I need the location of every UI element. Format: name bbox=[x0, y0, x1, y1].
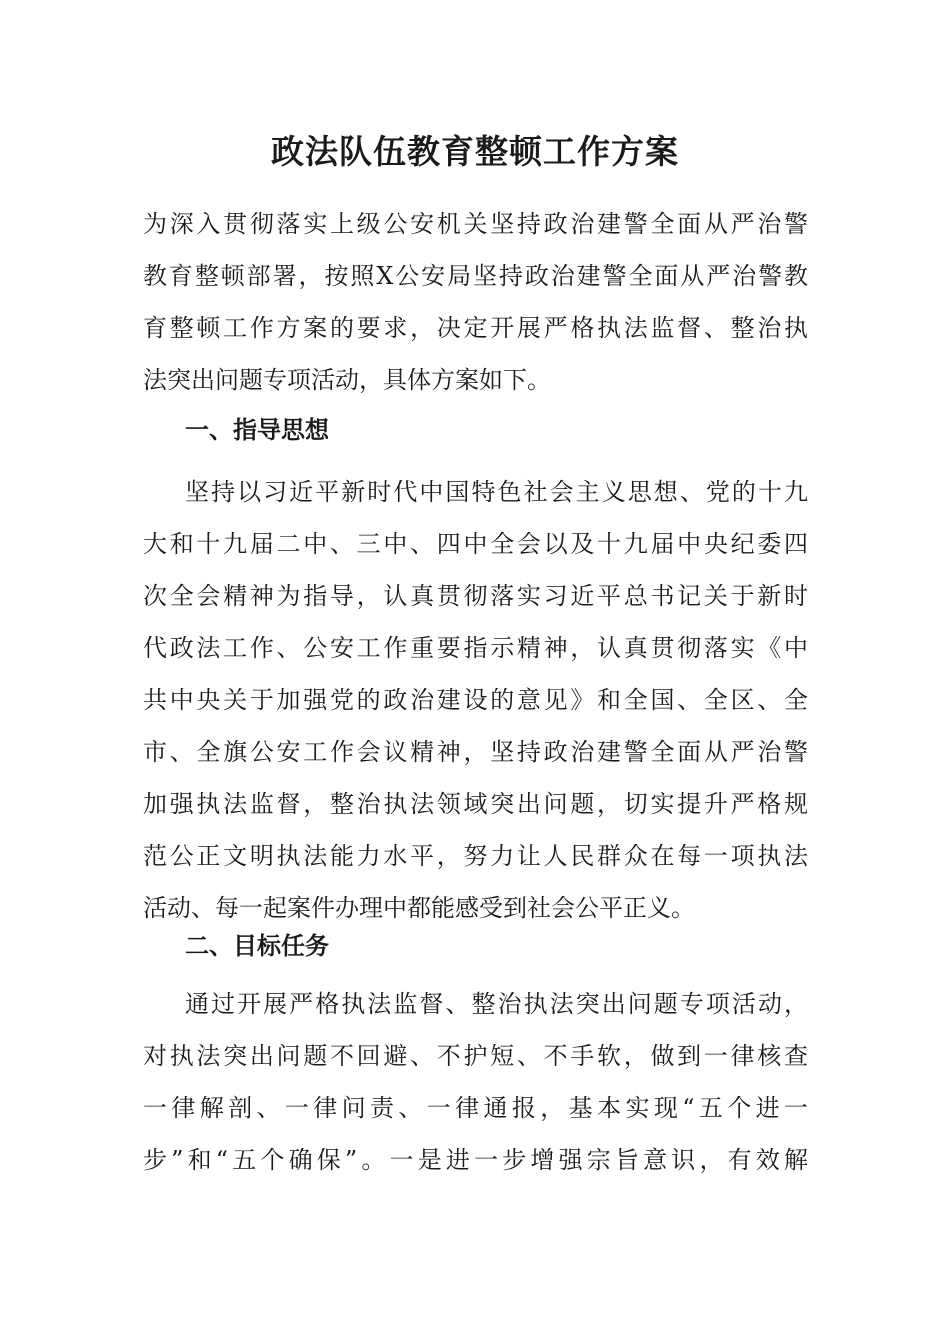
section-heading-guiding-ideology: 一、指导思想 bbox=[185, 415, 329, 444]
section2-line: 步”和“五个确保”。一是进一步增强宗旨意识，有效解 bbox=[143, 1146, 808, 1174]
section2-line: 通过开展严格执法监督、整治执法突出问题专项活动， bbox=[185, 990, 808, 1018]
section1-line: 共中央关于加强党的政治建设的意见》和全国、全区、全 bbox=[143, 686, 808, 714]
section2-paragraph bbox=[143, 978, 808, 1186]
intro-paragraph bbox=[143, 198, 808, 406]
section1-line: 坚持以习近平新时代中国特色社会主义思想、党的十九 bbox=[185, 478, 808, 506]
section1-paragraph bbox=[143, 466, 808, 934]
section1-line: 市、全旗公安工作会议精神，坚持政治建警全面从严治警 bbox=[143, 738, 808, 766]
intro-line: 育整顿工作方案的要求，决定开展严格执法监督、整治执 bbox=[143, 314, 808, 342]
section1-line: 代政法工作、公安工作重要指示精神，认真贯彻落实《中 bbox=[143, 634, 808, 662]
section1-line: 活动、每一起案件办理中都能感受到社会公平正义。 bbox=[143, 894, 695, 922]
intro-line: 为深入贯彻落实上级公安机关坚持政治建警全面从严治警 bbox=[143, 210, 808, 238]
section1-line: 范公正文明执法能力水平，努力让人民群众在每一项执法 bbox=[143, 842, 808, 870]
section2-line: 对执法突出问题不回避、不护短、不手软，做到一律核查 bbox=[143, 1042, 808, 1070]
section1-line: 大和十九届二中、三中、四中全会以及十九届中央纪委四 bbox=[143, 530, 808, 558]
section2-line: 一律解剖、一律问责、一律通报，基本实现“五个进一 bbox=[143, 1094, 808, 1122]
intro-line: 法突出问题专项活动，具体方案如下。 bbox=[143, 366, 551, 394]
section-heading-objectives: 二、目标任务 bbox=[185, 931, 329, 960]
intro-line: 教育整顿部署，按照X公安局坚持政治建警全面从严治警教 bbox=[143, 262, 808, 290]
section1-line: 次全会精神为指导，认真贯彻落实习近平总书记关于新时 bbox=[143, 582, 808, 610]
section1-line: 加强执法监督，整治执法领域突出问题，切实提升严格规 bbox=[143, 790, 808, 818]
document-title: 政法队伍教育整顿工作方案 bbox=[271, 132, 679, 171]
